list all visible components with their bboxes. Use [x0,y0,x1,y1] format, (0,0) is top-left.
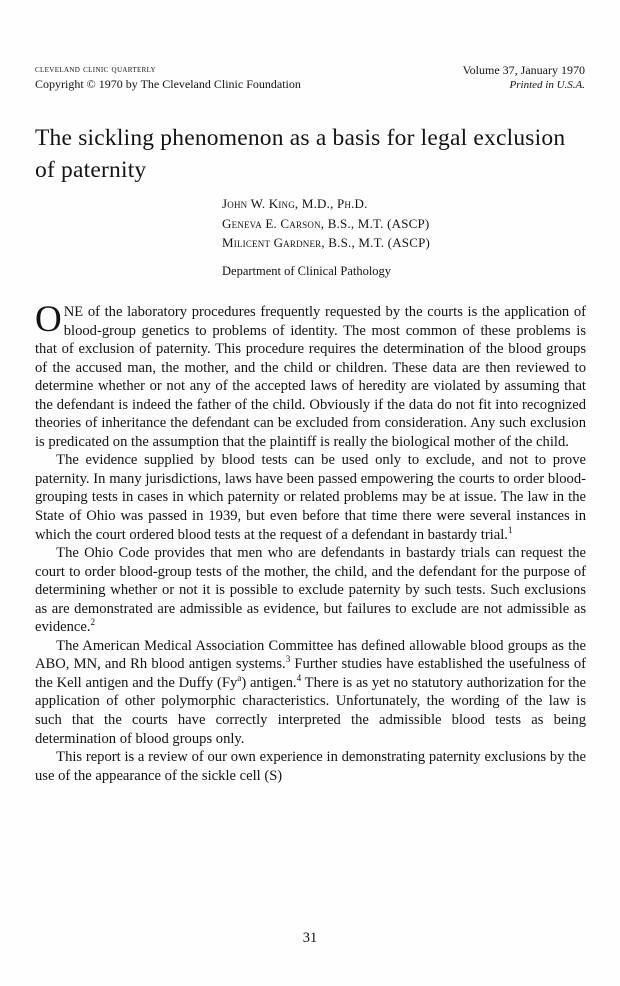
paragraph-3 [35,544,586,637]
volume-issue-date: Volume 37, January 1970 [462,63,585,77]
duffy-antigen-superscript: a [237,673,242,684]
drop-cap: O [35,299,62,340]
paragraph-1-opening-caps: NE [63,304,84,320]
footnote-reference-1[interactable]: 1 [507,524,513,535]
author-name: Geneva E. Carson, B.S., M.T. (ASCP) [222,215,430,231]
paragraph-5 [35,748,586,785]
footnote-reference-4[interactable]: 4 [296,673,302,684]
paragraph-4 [35,637,586,748]
journal-name: cleveland clinic quarterly [35,64,156,75]
masthead-left-block [35,63,301,92]
author-affiliation: Department of Clinical Pathology [222,263,392,278]
masthead-right-block [463,63,585,92]
paragraph-4-text-part-4: There is as yet no statutory authorization for the application of other polymorphic characteristics. Unfortunately, the wording of the law is such that the courts have correctly interpreted the admissible blood tests as being determination of blood groups only. [35,674,586,747]
copyright-notice: Copyright © 1970 by The Cleveland Clinic Foundation [35,77,301,91]
paragraph-1 [35,299,586,451]
paragraph-2 [35,451,586,544]
paragraph-4-text-part-1: The American Medical Association Committee has defined allowable blood groups as the ABO, MN, and Rh blood antigen systems. [35,637,586,673]
byline [222,194,582,280]
printed-in-notice: Printed in U.S.A. [509,79,585,91]
paragraph-4-text-part-2: Further studies have established the usefulness of the Kell antigen and the Duffy (Fy [35,656,586,691]
author-name: John W. King, M.D., Ph.D. [222,196,368,211]
author-name: Milicent Gardner, B.S., M.T. (ASCP) [222,235,431,250]
paragraph-3-text: The Ohio Code provides that men who are defendants in bastardy trials can request the court to order blood-group tests of the mother, the child, and the defendant for the purpose of determining whether or not it is possible to exclude paternity by such tests. Such exclusions as are demonstrated are admissible as evidence, but failures to exclude are not admissible as evidence. [35,545,586,636]
page-number: 31 [302,930,318,946]
paragraph-5-text: This report is a review of our own experience in demonstrating paternity exclusions by the use of the appearance of the sickle cell (S) [35,749,586,784]
footnote-reference-2[interactable]: 2 [90,617,96,628]
article-title: The sickling phenomenon as a basis for legal exclusion of paternity [35,125,566,183]
article-body [35,299,586,785]
footnote-reference-3[interactable]: 3 [285,654,291,665]
paragraph-4-text-part-3: ) antigen. [241,674,297,691]
running-head [35,63,585,92]
paragraph-1-text: of the laboratory procedures frequently requested by the courts is the application of blood-group genetics to problems of identity. The most common of these problems is that of exclusion of paternity. This procedure requires the determination of the blood groups of the accused man, the mother, and the child or children. These data are then reviewed to determine whether or not any of the accepted laws of heredity are violated by assuming that the defendant is indeed the father of the child. Obviously if the data do not fit into recognized theories of inheritance the defendant can be excluded from consideration. Any such exclusion is predicated on the assumption that the plaintiff is really the biological mother of the child. [35,304,586,450]
paragraph-2-text: The evidence supplied by blood tests can be used only to exclude, and not to prove paternity. In many jurisdictions, laws have been passed empowering the courts to order blood-grouping tests in cases in which paternity or related problems may be at issue. The law in the State of Ohio was passed in 1939, but even before that time there were several instances in which the court ordered blood tests at the request of a defendant in bastardy trial. [35,452,586,543]
